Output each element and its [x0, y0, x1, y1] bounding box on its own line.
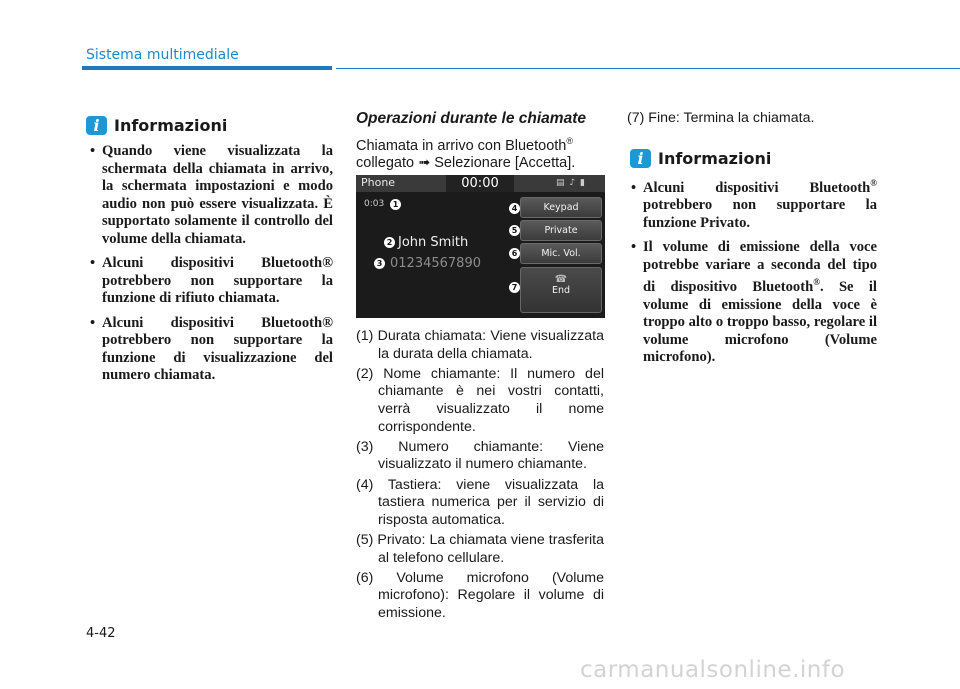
end-label: End	[551, 285, 571, 296]
operations-title: Operazioni durante le chiamate	[356, 110, 586, 127]
header-rule-thin	[336, 68, 960, 69]
list-item: • Alcuni dispositivi Bluetooth® potrebbero non supportare la funzione Privato.	[627, 175, 877, 232]
list-item: (2) Nome chiamante: Il numero del chiamante è nei vostri contatti, verrà visualizzato il nome corrispondente.	[356, 365, 604, 435]
status-icons: ▤ ♪ ▮	[556, 178, 586, 188]
info-icon: i	[630, 149, 651, 168]
phone-clock: 00:00	[446, 175, 514, 192]
section-title: Sistema multimediale	[86, 47, 239, 63]
call-duration: 0:03	[364, 199, 385, 209]
info-bullet-list-left	[86, 143, 333, 392]
mic-volume-button[interactable]: Mic. Vol.	[520, 243, 602, 264]
intro-text: Chiamata in arrivo con Bluetooth	[356, 137, 567, 154]
marker-6: 6	[509, 248, 520, 259]
list-item: • Quando viene visualizzata la schermata della chiamata in arrivo, la schermata impostazioni e modo audio non può essere visualizzata. È supportato solamente il controllo del volume della chiamata.	[86, 143, 333, 248]
private-button[interactable]: Private	[520, 220, 602, 241]
list-item: • Alcuni dispositivi Bluetooth® potrebbero non supportare la funzione di visualizzazione del numero chiamata.	[86, 315, 333, 385]
list-item: • Il volume di emissione della voce potrebbe variare a seconda del tipo di dispositivo Bluetooth®. Se il volume di emissione della voce è troppo alto o troppo basso, regolare il volume microfono (Volume microfono).	[627, 239, 877, 366]
watermark-text: carmanualsonline.info	[580, 657, 846, 683]
list-item: (1) Durata chiamata: Viene visualizzata la durata della chiamata.	[356, 328, 604, 362]
info-title: Informazioni	[114, 116, 228, 135]
handset-icon: ☎	[554, 274, 568, 285]
header-rule-thick	[82, 66, 332, 70]
caller-name: John Smith	[398, 235, 469, 250]
operations-intro	[356, 133, 606, 173]
phone-call-screen	[356, 175, 605, 318]
info-icon: i	[86, 116, 107, 135]
keypad-button[interactable]: Keypad	[520, 197, 602, 218]
list-item: (5) Privato: La chiamata viene trasferita al telefono cellulare.	[356, 531, 604, 566]
marker-7: 7	[509, 282, 520, 293]
marker-1: 1	[390, 199, 401, 210]
list-item: (6) Volume microfono (Volume microfono): Regolare il volume di emissione.	[356, 569, 604, 621]
list-item: (3) Numero chiamante: Viene visualizzato il numero chiamante.	[356, 438, 604, 473]
caller-number: 01234567890	[390, 256, 481, 271]
info-bullet-list-right	[627, 175, 877, 374]
list-item: (4) Tastiera: viene visualizzata la tastiera numerica per il servizio di risposta automatica.	[356, 476, 604, 528]
end-call-button[interactable]	[520, 267, 602, 313]
registered-mark: ®	[566, 136, 574, 146]
numbered-list	[356, 328, 604, 625]
marker-5: 5	[509, 225, 520, 236]
phone-app-label: Phone	[361, 176, 396, 189]
marker-3: 3	[374, 258, 385, 269]
info-heading-right	[630, 149, 771, 168]
page-number: 4-42	[86, 626, 116, 641]
list-item: • Alcuni dispositivi Bluetooth® potrebbero non supportare la funzione di rifiuto chiamata.	[86, 255, 333, 308]
phone-status-bar	[356, 175, 605, 192]
marker-2: 2	[384, 237, 395, 248]
info-title: Informazioni	[658, 149, 772, 168]
info-heading-left	[86, 116, 227, 135]
item-7: (7) Fine: Termina la chiamata.	[627, 110, 815, 126]
marker-4: 4	[509, 203, 520, 214]
intro-text-2: collegato ➟ Selezionare [Accetta].	[356, 155, 576, 172]
